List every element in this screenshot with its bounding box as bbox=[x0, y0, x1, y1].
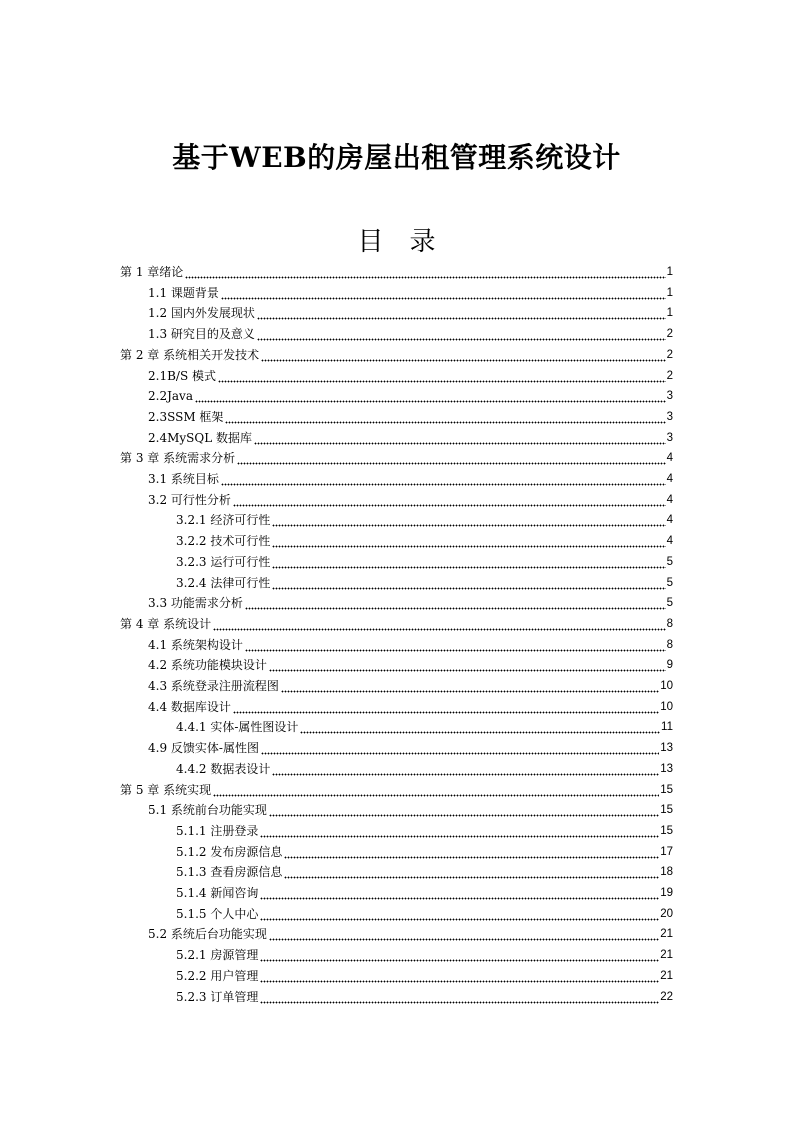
toc-entry[interactable] bbox=[148, 800, 673, 820]
toc-entry-page: 1 bbox=[666, 307, 673, 320]
toc-entry[interactable] bbox=[148, 655, 673, 675]
toc-entry[interactable] bbox=[176, 552, 673, 572]
toc-entry-page: 17 bbox=[660, 845, 673, 858]
dot-leader bbox=[260, 821, 659, 841]
toc-entry-page: 4 bbox=[666, 473, 673, 485]
toc-entry[interactable] bbox=[176, 573, 673, 593]
toc-entry[interactable] bbox=[176, 862, 673, 882]
toc-entry-label: 5.2 系统后台功能实现 bbox=[148, 927, 267, 942]
dot-leader bbox=[269, 800, 659, 820]
toc-entry-page: 4 bbox=[666, 514, 673, 527]
toc-entry[interactable] bbox=[148, 490, 673, 510]
dot-leader bbox=[261, 345, 666, 365]
toc-entry[interactable] bbox=[176, 883, 673, 903]
toc-entry[interactable] bbox=[148, 635, 673, 655]
toc-entry-label: 2.3SSM 框架 bbox=[148, 409, 224, 424]
dot-leader bbox=[218, 366, 666, 386]
toc-entry-page: 8 bbox=[666, 617, 673, 630]
dot-leader bbox=[260, 987, 659, 1007]
toc-heading: 目 录 bbox=[357, 227, 436, 257]
toc-entry-label: 5.2.1 房源管理 bbox=[176, 948, 259, 963]
toc-entry[interactable] bbox=[176, 531, 673, 551]
toc-entry[interactable] bbox=[148, 407, 673, 427]
toc-entry[interactable] bbox=[176, 842, 673, 862]
toc-entry-page: 2 bbox=[666, 328, 673, 341]
toc-entry-label: 4.2 系统功能模块设计 bbox=[148, 658, 267, 673]
toc-entry-label: 4.4 数据库设计 bbox=[148, 699, 231, 714]
toc-entry-page: 1 bbox=[666, 266, 673, 278]
dot-leader bbox=[254, 428, 666, 448]
toc-entry[interactable] bbox=[176, 821, 673, 841]
dot-leader bbox=[233, 490, 666, 510]
dot-leader bbox=[257, 303, 666, 323]
dot-leader bbox=[269, 655, 666, 675]
toc-entry-label: 5.1.5 个人中心 bbox=[176, 906, 259, 921]
toc-entry-label: 2.1B/S 模式 bbox=[148, 368, 216, 383]
document-title: 基于WEB的房屋出租管理系统设计 bbox=[172, 141, 621, 174]
toc-entry-label: 4.4.1 实体-属性图设计 bbox=[176, 720, 299, 735]
toc-entry[interactable] bbox=[148, 676, 673, 696]
dot-leader bbox=[269, 924, 659, 944]
toc-entry-page: 1 bbox=[666, 286, 673, 299]
toc-entry-page: 3 bbox=[666, 390, 673, 403]
toc-entry-label: 1.1 课题背景 bbox=[148, 285, 219, 300]
toc-entry-page: 3 bbox=[666, 431, 673, 444]
toc-entry-label: 5.1.1 注册登录 bbox=[176, 823, 259, 838]
toc-entry[interactable] bbox=[148, 924, 673, 944]
dot-leader bbox=[245, 593, 666, 613]
dot-leader bbox=[284, 842, 659, 862]
toc-entry-page: 13 bbox=[660, 762, 673, 775]
toc-entry[interactable] bbox=[148, 593, 673, 613]
toc-entry-page: 15 bbox=[660, 783, 673, 796]
toc-entry-label: 3.2.2 技术可行性 bbox=[176, 534, 271, 549]
dot-leader bbox=[261, 738, 659, 758]
dot-leader bbox=[284, 862, 659, 882]
toc-entry-label: 第 2 章 系统相关开发技术 bbox=[120, 347, 260, 362]
toc-entry[interactable] bbox=[148, 283, 673, 303]
dot-leader bbox=[233, 697, 659, 717]
dot-leader bbox=[225, 407, 665, 427]
toc-entry-page: 11 bbox=[661, 721, 673, 734]
toc-entry-page: 15 bbox=[660, 804, 673, 817]
toc-entry[interactable] bbox=[176, 987, 673, 1007]
toc-entry[interactable] bbox=[148, 697, 673, 717]
toc-entry-page: 5 bbox=[666, 597, 673, 610]
toc-entry-page: 5 bbox=[666, 555, 673, 568]
toc-entry[interactable] bbox=[148, 469, 673, 489]
toc-entry[interactable] bbox=[120, 262, 673, 282]
toc-entry-page: 20 bbox=[660, 907, 673, 920]
toc-entry-label: 1.3 研究目的及意义 bbox=[148, 327, 255, 342]
toc-entry-label: 4.9 反馈实体-属性图 bbox=[148, 741, 259, 756]
toc-entry-label: 2.2Java bbox=[148, 389, 193, 404]
toc-entry-label: 3.2.3 运行可行性 bbox=[176, 554, 271, 569]
dot-leader bbox=[221, 283, 666, 303]
toc-entry-label: 第 5 章 系统实现 bbox=[120, 782, 212, 797]
toc-entry-label: 第 1 章绪论 bbox=[120, 265, 184, 279]
dot-leader bbox=[272, 531, 665, 551]
toc-entry-page: 10 bbox=[660, 700, 673, 713]
toc-entry-label: 5.1.3 查看房源信息 bbox=[176, 865, 283, 880]
dot-leader bbox=[185, 262, 665, 282]
toc-entry[interactable] bbox=[176, 717, 673, 737]
toc-entry-label: 3.1 系统目标 bbox=[148, 472, 219, 486]
toc-entry-label: 第 4 章 系统设计 bbox=[120, 616, 212, 631]
toc-entry[interactable] bbox=[120, 345, 673, 365]
toc-entry-page: 9 bbox=[666, 659, 673, 672]
toc-entry-label: 5.2.2 用户管理 bbox=[176, 968, 259, 983]
dot-leader bbox=[260, 966, 659, 986]
toc-entry-label: 3.2.4 法律可行性 bbox=[176, 575, 271, 590]
toc-entry-page: 2 bbox=[666, 369, 673, 382]
toc-entry[interactable] bbox=[176, 945, 673, 965]
toc-entry-page: 4 bbox=[666, 452, 673, 465]
toc-entry-label: 第 3 章 系统需求分析 bbox=[120, 451, 236, 466]
toc-entry[interactable] bbox=[148, 738, 673, 758]
toc-entry-label: 3.2 可行性分析 bbox=[148, 492, 231, 507]
toc-entry-label: 3.3 功能需求分析 bbox=[148, 596, 243, 611]
toc-entry-page: 22 bbox=[660, 990, 673, 1003]
toc-entry-label: 5.1 系统前台功能实现 bbox=[148, 803, 267, 818]
toc-entry-page: 10 bbox=[660, 680, 673, 692]
toc-entry[interactable] bbox=[120, 780, 673, 800]
dot-leader bbox=[221, 469, 666, 489]
toc-entry-page: 21 bbox=[660, 928, 673, 941]
toc-entry-page: 15 bbox=[660, 824, 673, 837]
toc-entry-label: 3.2.1 经济可行性 bbox=[176, 513, 271, 528]
toc-entry-label: 4.3 系统登录注册流程图 bbox=[148, 679, 279, 693]
toc-entry[interactable] bbox=[120, 448, 673, 468]
toc-entry-label: 4.1 系统架构设计 bbox=[148, 637, 243, 652]
toc-entry[interactable] bbox=[120, 614, 673, 634]
toc-entry-page: 13 bbox=[660, 742, 673, 755]
toc-entry-page: 19 bbox=[660, 887, 673, 899]
dot-leader bbox=[245, 635, 666, 655]
toc-entry[interactable] bbox=[148, 366, 673, 386]
toc-entry-page: 2 bbox=[666, 348, 673, 361]
toc-entry-label: 5.1.4 新闻咨询 bbox=[176, 886, 259, 900]
toc-entry-label: 2.4MySQL 数据库 bbox=[148, 430, 252, 445]
toc-entry-label: 5.2.3 订单管理 bbox=[176, 989, 259, 1004]
dot-leader bbox=[260, 883, 659, 903]
toc-entry[interactable] bbox=[176, 759, 673, 779]
toc-entry[interactable] bbox=[176, 510, 673, 530]
toc-entry[interactable] bbox=[176, 904, 673, 924]
dot-leader bbox=[272, 552, 665, 572]
dot-leader bbox=[260, 945, 659, 965]
dot-leader bbox=[237, 448, 666, 468]
toc-entry-page: 4 bbox=[666, 535, 673, 548]
dot-leader bbox=[272, 759, 659, 779]
dot-leader bbox=[260, 904, 659, 924]
toc-entry-page: 8 bbox=[666, 638, 673, 651]
toc-entry-page: 3 bbox=[666, 410, 673, 423]
toc-entry-label: 1.2 国内外发展现状 bbox=[148, 306, 255, 321]
dot-leader bbox=[213, 614, 666, 634]
toc-entry[interactable] bbox=[148, 303, 673, 323]
dot-leader bbox=[195, 386, 666, 406]
toc-entry-label: 5.1.2 发布房源信息 bbox=[176, 844, 283, 859]
toc-entry[interactable] bbox=[148, 428, 673, 448]
toc-entry[interactable] bbox=[148, 324, 673, 344]
dot-leader bbox=[281, 676, 659, 696]
toc-entry-label: 4.4.2 数据表设计 bbox=[176, 761, 271, 776]
toc-entry-page: 18 bbox=[660, 866, 673, 879]
dot-leader bbox=[272, 510, 665, 530]
dot-leader bbox=[272, 573, 665, 593]
toc-entry-page: 21 bbox=[660, 949, 673, 962]
dot-leader bbox=[300, 717, 660, 737]
toc-entry[interactable] bbox=[176, 966, 673, 986]
toc-entry[interactable] bbox=[148, 386, 673, 406]
dot-leader bbox=[213, 780, 659, 800]
toc-entry-page: 21 bbox=[660, 969, 673, 982]
toc-entry-page: 4 bbox=[666, 493, 673, 506]
toc-entry-page: 5 bbox=[666, 576, 673, 589]
dot-leader bbox=[257, 324, 666, 344]
